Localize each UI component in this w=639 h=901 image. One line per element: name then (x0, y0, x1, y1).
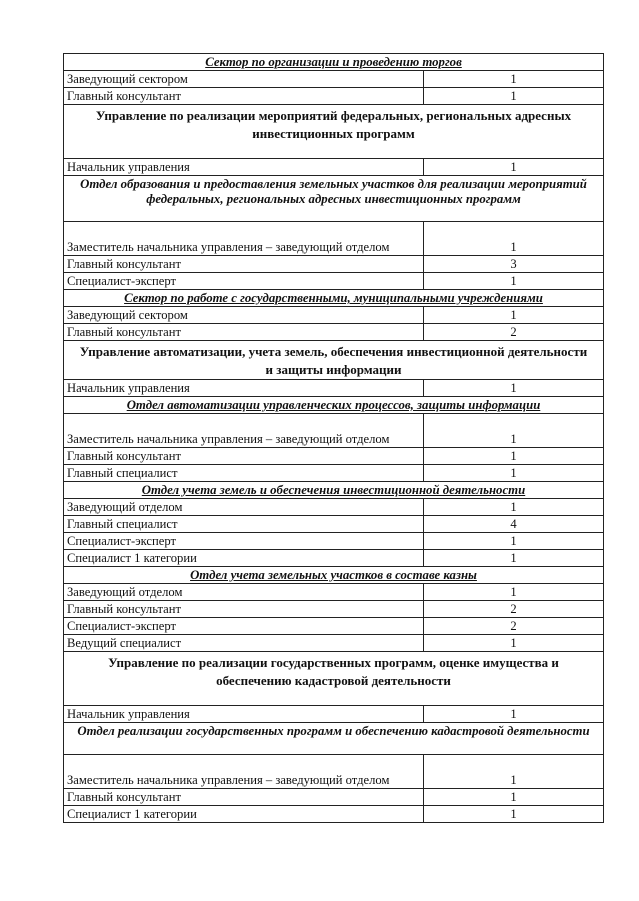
table-row (64, 806, 604, 823)
section-title-text: Управление автоматизации, учета земель, обеспечения инвестиционной деятельности и защиты информации (79, 344, 588, 377)
department-title (64, 105, 604, 159)
position-name-cell: Заведующий сектором (64, 71, 424, 88)
position-name-cell: Специалист-эксперт (64, 618, 424, 635)
position-count-cell: 1 (424, 380, 604, 397)
position-name-cell: Главный консультант (64, 789, 424, 806)
position-count-cell: 1 (424, 307, 604, 324)
table-row (64, 584, 604, 601)
position-name-cell: Заведующий сектором (64, 307, 424, 324)
department-header-row (64, 652, 604, 706)
position-name-cell: Начальник управления (64, 706, 424, 723)
table-row (64, 465, 604, 482)
position-name-cell: Главный консультант (64, 88, 424, 105)
position-name-cell: Заместитель начальника управления – заведующий отделом (64, 755, 424, 789)
table-row (64, 618, 604, 635)
division-header-row (64, 482, 604, 499)
section-title-text: Отдел учета земельных участков в составе казны (190, 568, 477, 582)
table-row (64, 448, 604, 465)
table-row (64, 256, 604, 273)
table-row (64, 755, 604, 789)
position-name-cell: Специалист 1 категории (64, 806, 424, 823)
position-name-cell: Специалист-эксперт (64, 533, 424, 550)
table-row (64, 380, 604, 397)
department-title (64, 341, 604, 380)
position-name-cell: Главный консультант (64, 448, 424, 465)
position-name-cell: Заведующий отделом (64, 584, 424, 601)
section-title-text: Отдел автоматизации управленческих процессов, защиты информации (126, 398, 541, 412)
division-header-row (64, 723, 604, 755)
position-count-cell: 4 (424, 516, 604, 533)
position-count-cell: 1 (424, 71, 604, 88)
staffing-table (63, 53, 604, 823)
position-count-cell: 1 (424, 789, 604, 806)
section-title-text: Сектор по организации и проведению торгов (205, 55, 462, 69)
position-count-cell: 2 (424, 618, 604, 635)
staffing-table-page (63, 53, 603, 823)
table-row (64, 307, 604, 324)
section-title-text: Отдел образования и предоставления земельных участков для реализации мероприятий федеральных, региональных адресных инвестиционных программ (80, 177, 587, 206)
table-row (64, 414, 604, 448)
position-count-cell: 3 (424, 256, 604, 273)
table-row (64, 159, 604, 176)
position-count-cell: 1 (424, 499, 604, 516)
position-name-cell: Специалист-эксперт (64, 273, 424, 290)
position-name-cell: Главный специалист (64, 465, 424, 482)
position-count-cell: 1 (424, 706, 604, 723)
division-title (64, 54, 604, 71)
division-title (64, 290, 604, 307)
division-title (64, 397, 604, 414)
position-name-cell: Главный специалист (64, 516, 424, 533)
position-count-cell: 1 (424, 806, 604, 823)
table-row (64, 601, 604, 618)
position-name-cell: Главный консультант (64, 324, 424, 341)
staffing-table-body (64, 54, 604, 823)
position-count-cell: 1 (424, 550, 604, 567)
division-header-row (64, 290, 604, 307)
position-count-cell: 1 (424, 414, 604, 448)
section-title-text: Управление по реализации мероприятий федеральных, региональных адресных инвестиционных программ (95, 108, 572, 141)
division-title (64, 567, 604, 584)
table-row (64, 706, 604, 723)
position-count-cell: 1 (424, 533, 604, 550)
section-title-text: Отдел реализации государственных программ и обеспечению кадастровой деятельности (77, 724, 590, 738)
position-count-cell: 1 (424, 222, 604, 256)
division-title (64, 723, 604, 755)
table-row (64, 324, 604, 341)
position-count-cell: 2 (424, 324, 604, 341)
position-name-cell: Начальник управления (64, 380, 424, 397)
table-row (64, 789, 604, 806)
division-header-row (64, 567, 604, 584)
position-name-cell: Начальник управления (64, 159, 424, 176)
department-title (64, 652, 604, 706)
table-row (64, 550, 604, 567)
position-name-cell: Главный консультант (64, 601, 424, 618)
division-header-row (64, 54, 604, 71)
table-row (64, 516, 604, 533)
division-header-row (64, 397, 604, 414)
section-title-text: Сектор по работе с государственными, муниципальными учреждениями (124, 291, 543, 305)
position-count-cell: 2 (424, 601, 604, 618)
position-count-cell: 1 (424, 273, 604, 290)
table-row (64, 499, 604, 516)
position-count-cell: 1 (424, 755, 604, 789)
department-header-row (64, 105, 604, 159)
position-name-cell: Заместитель начальника управления – заведующий отделом (64, 222, 424, 256)
table-row (64, 222, 604, 256)
table-row (64, 635, 604, 652)
position-count-cell: 1 (424, 465, 604, 482)
division-title (64, 482, 604, 499)
position-name-cell: Заведующий отделом (64, 499, 424, 516)
department-header-row (64, 341, 604, 380)
position-count-cell: 1 (424, 88, 604, 105)
section-title-text: Отдел учета земель и обеспечения инвестиционной деятельности (141, 483, 526, 497)
position-count-cell: 1 (424, 635, 604, 652)
position-count-cell: 1 (424, 584, 604, 601)
table-row (64, 88, 604, 105)
position-count-cell: 1 (424, 159, 604, 176)
position-name-cell: Главный консультант (64, 256, 424, 273)
position-name-cell: Специалист 1 категории (64, 550, 424, 567)
section-title-text: Управление по реализации государственных программ, оценке имущества и обеспечению кадастровой деятельности (108, 655, 559, 688)
division-title (64, 176, 604, 222)
position-count-cell: 1 (424, 448, 604, 465)
table-row (64, 71, 604, 88)
table-row (64, 273, 604, 290)
position-name-cell: Заместитель начальника управления – заведующий отделом (64, 414, 424, 448)
position-name-cell: Ведущий специалист (64, 635, 424, 652)
table-row (64, 533, 604, 550)
division-header-row (64, 176, 604, 222)
